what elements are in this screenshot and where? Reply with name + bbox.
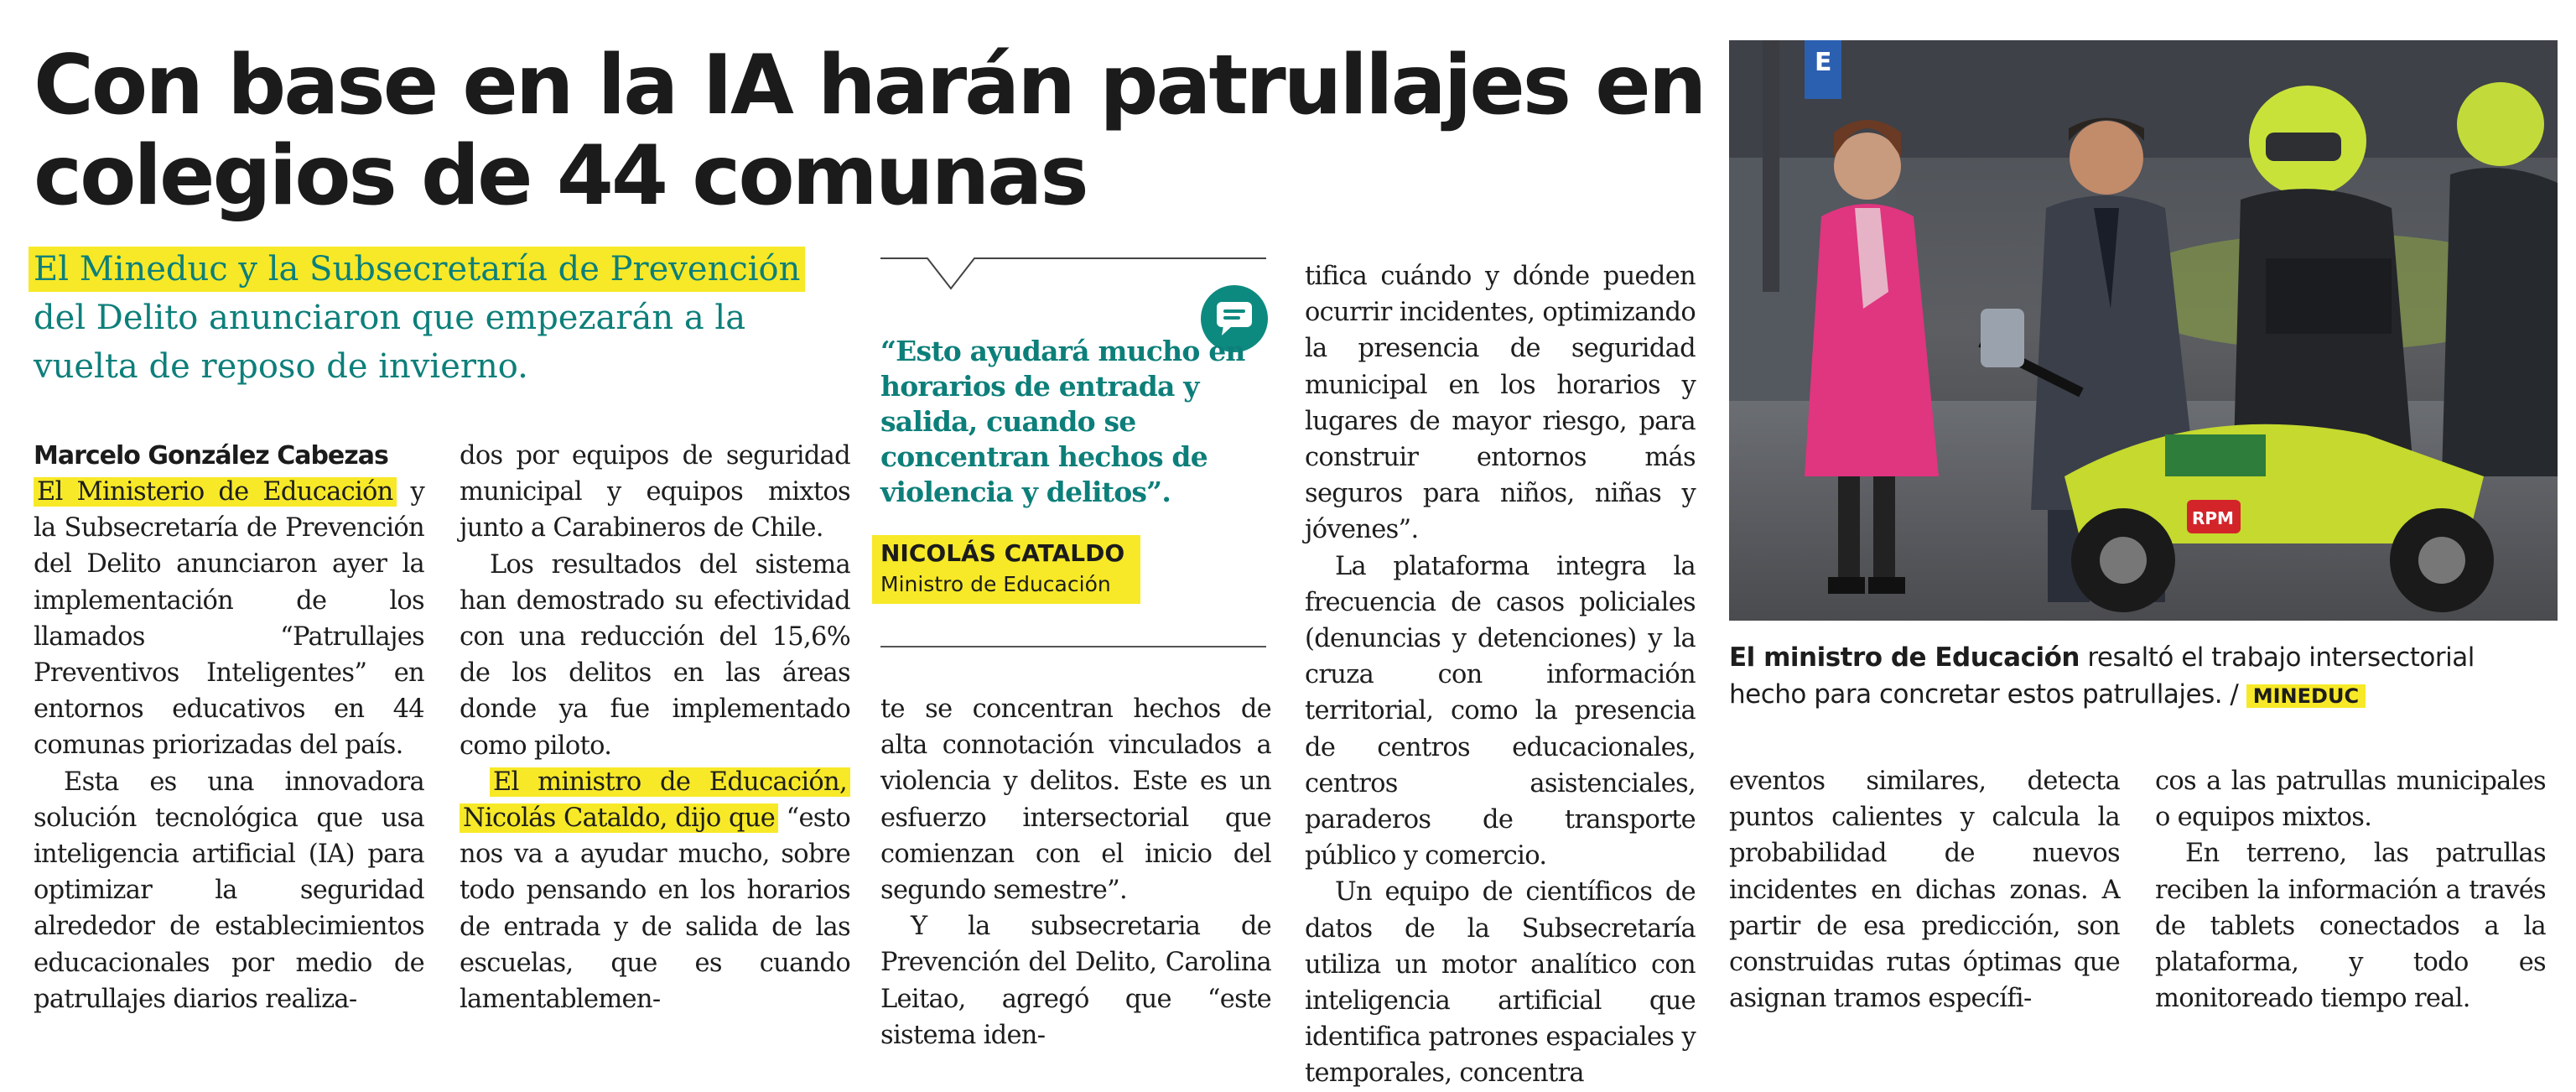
pullquote-divider — [880, 646, 1266, 647]
photo-sign: E — [1815, 48, 1832, 77]
news-photo — [1729, 40, 2558, 621]
pullquote-text: “Esto ayudará mucho en horarios de entrada y salida, cuando se concentran hechos de violencia y delitos”. — [880, 335, 1245, 508]
col4-p3: Un equipo de científicos de datos de la Subsecretaría utiliza un motor analítico con inteligencia artificial que identifica patrones espaciales y temporales, concentra — [1305, 877, 1696, 1089]
col1-highlight: El Ministerio de Educación — [34, 477, 397, 507]
col2-p2: Los resultados del sistema han demostrado su efectividad con una reducción del 15,6% de los delitos en las áreas donde ya fue implementado como piloto. — [460, 549, 850, 761]
col2-highlight: El ministro de Educación, Nicolás Cataldo, dijo que — [460, 767, 850, 833]
pullquote-frame — [880, 252, 1266, 302]
col3-p1: te se concentran hechos de alta connotación vinculados a violencia y delitos. Este es un esfuerzo intersectorial que comienzan con el inicio del segundo semestre”. — [880, 694, 1271, 906]
column-3 — [880, 691, 1271, 1053]
byline: Marcelo González Cabezas — [34, 441, 388, 471]
photo-illustration — [1729, 40, 2558, 621]
deck — [34, 245, 839, 391]
deck-text: El Mineduc y la Subsecretaría de Prevención del Delito anunciaron que empezarán a la vuelta de reposo de invierno. — [34, 250, 801, 386]
col1-p1: y la Subsecretaría de Prevención del Delito anunciaron ayer la implementación de los llamados “Patrullajes Preventivos Inteligentes” en entornos educativos en 44 comunas priorizadas del país. — [34, 477, 425, 761]
col1-p2: Esta es una innovadora solución tecnológica que usa inteligencia artificial (IA) para optimizar la seguridad alrededor de establecimientos educacionales por medio de patrullajes diarios realiza- — [34, 767, 424, 1014]
col4-p2: La plataforma integra la frecuencia de casos policiales (denuncias y detenciones) y la cruza con información territorial, como la presencia de centros educacionales, centros asistenciales, paraderos de transporte público y comercio. — [1305, 551, 1696, 871]
column-6 — [2155, 763, 2546, 1017]
col2-p3: “esto nos va a ayudar mucho, sobre todo pensando en los horarios de entrada y de salida de las escuelas, que es cuando lamentablemen- — [460, 803, 850, 1015]
col6-p1: cos a las patrullas municipales o equipos mixtos. — [2155, 767, 2546, 833]
column-5 — [1729, 763, 2120, 1017]
column-1 — [34, 438, 424, 1017]
pullquote-role: Ministro de Educación — [880, 572, 1111, 596]
caption-bold: El ministro de Educación — [1729, 642, 2080, 673]
photo-bike-plate: RPM — [2192, 508, 2234, 528]
col2-p1: dos por equipos de seguridad municipal y equipos mixtos junto a Carabineros de Chile. — [460, 441, 850, 543]
caption-text: resaltó el trabajo intersectorial hecho para concretar estos patrullajes. / — [1729, 642, 2475, 710]
column-4 — [1305, 258, 1696, 1092]
pullquote-name: NICOLÁS CATALDO — [880, 539, 1125, 567]
col5-p1: eventos similares, detecta puntos calientes y calcula la probabilidad de nuevos incidentes en dichas zonas. A partir de esa predicción, son construidas rutas óptimas que asignan tramos específi- — [1729, 767, 2120, 1014]
headline: Con base en la IA harán patrullajes en colegios de 44 comunas — [34, 38, 1705, 224]
photo-caption — [1729, 639, 2559, 715]
photo-credit: MINEDUC — [2246, 684, 2366, 708]
col6-p2: En terreno, las patrullas reciben la información a través de tablets conectados a la plataforma, y todo es monitoreado tiempo real. — [2155, 839, 2546, 1014]
column-2 — [460, 438, 850, 1017]
col4-p1: tifica cuándo y dónde pueden ocurrir incidentes, optimizando la presencia de seguridad municipal en los horarios y lugares de mayor riesgo, para construir entornos más seguros para niños, niñas y jóvenes”. — [1305, 262, 1696, 545]
col3-p2: Y la subsecretaria de Prevención del Delito, Carolina Leitao, agregó que “este sistema iden- — [880, 912, 1271, 1050]
